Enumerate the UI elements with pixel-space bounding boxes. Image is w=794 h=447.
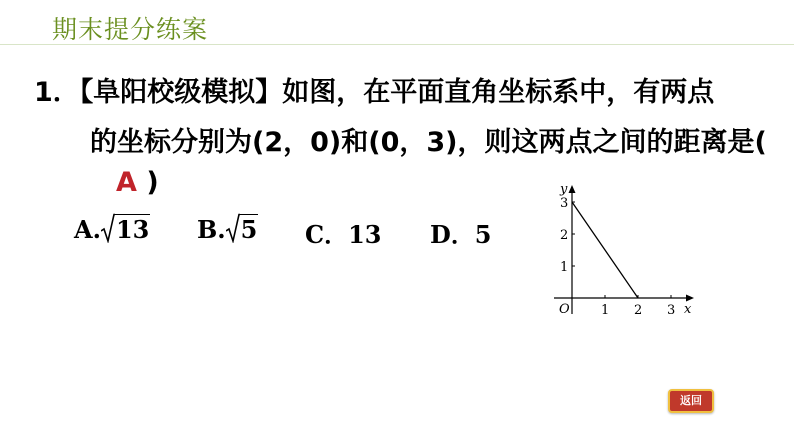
coordinate-graph (548, 178, 698, 318)
header-divider (0, 44, 794, 45)
sqrt-13 (101, 215, 150, 244)
close-paren: ) (146, 167, 159, 198)
segment-line (572, 202, 638, 298)
y-axis-label: y (560, 182, 568, 197)
y-tick-label: 3 (560, 196, 569, 211)
option-b-radicand: 5 (240, 215, 258, 244)
answer-text: A (116, 167, 137, 198)
question-text-line-2: 的坐标分别为(2，0)和(0，3)，则这两点之间的距离是( (90, 127, 767, 158)
question-line-1 (34, 70, 714, 109)
option-c: C．13 (305, 220, 382, 249)
question-line-3 (116, 167, 159, 198)
option-b (197, 215, 258, 244)
question-text-line-1: 【阜阳校级模拟】如图，在平面直角坐标系中，有两点 (79, 77, 715, 108)
x-tick-label: 1 (601, 303, 610, 318)
y-tick-label: 1 (560, 260, 569, 275)
x-axis-label: x (684, 302, 692, 317)
option-a (74, 215, 150, 244)
sqrt-5 (226, 215, 259, 244)
radical-sign-icon (101, 213, 115, 243)
x-tick-label: 3 (667, 303, 676, 318)
option-a-label: A. (74, 215, 101, 244)
x-axis-arrow-icon (686, 295, 694, 302)
option-d: D．5 (430, 220, 492, 249)
origin-label: O (559, 302, 570, 317)
y-tick-label: 2 (560, 228, 569, 243)
question-number: 1． (34, 77, 80, 108)
back-button[interactable]: 返回 (668, 389, 714, 413)
page-title: 期末提分练案 (52, 15, 209, 44)
option-a-radicand: 13 (115, 215, 150, 244)
y-axis-arrow-icon (569, 185, 576, 193)
radical-sign-icon (226, 213, 240, 243)
x-tick-label: 2 (634, 303, 643, 318)
option-b-label: B. (197, 215, 226, 244)
